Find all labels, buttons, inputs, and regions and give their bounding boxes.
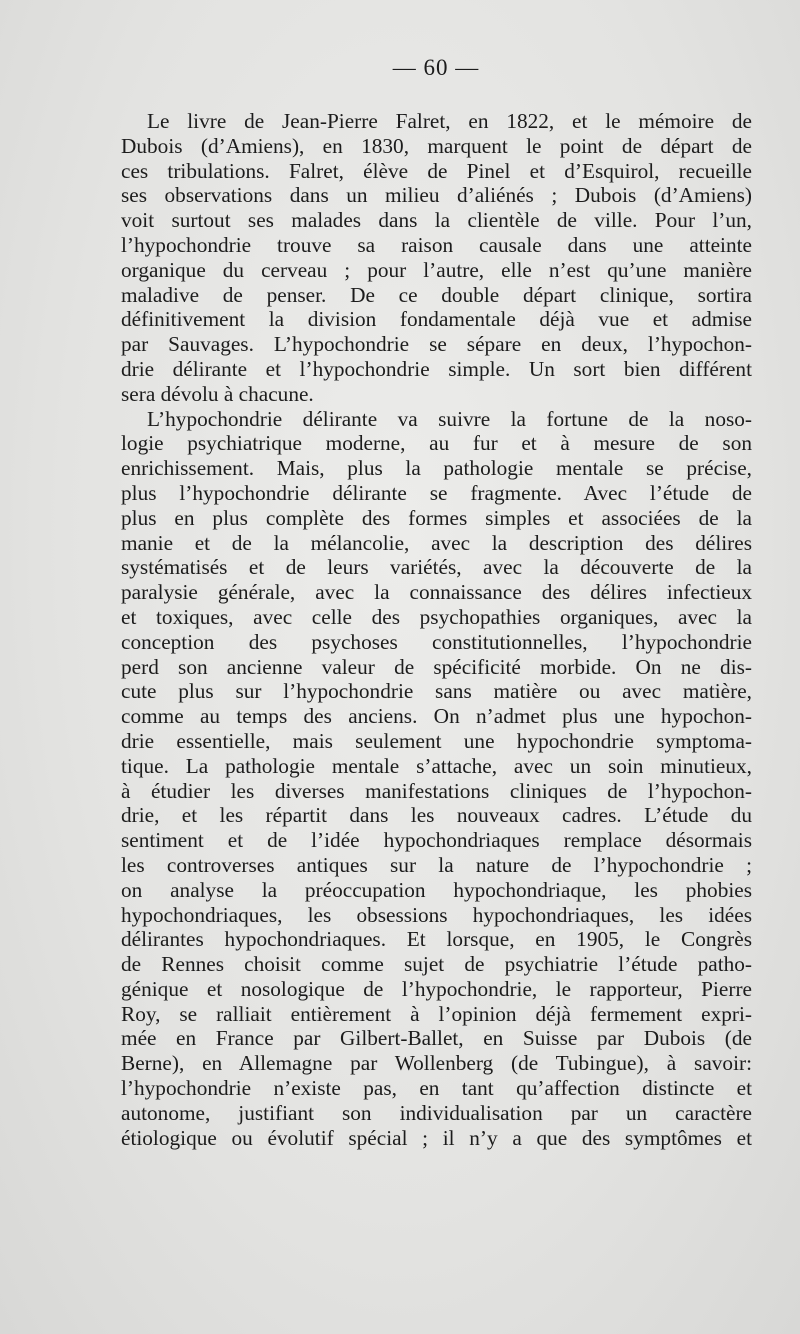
- text-line: manie et de la mélancolie, avec la description des délires: [121, 530, 752, 555]
- text-line: l’hypochondrie trouve sa raison causale dans une atteinte: [121, 232, 752, 257]
- text-line: ces tribulations. Falret, élève de Pinel et d’Esquirol, recueille: [121, 158, 752, 183]
- text-line: voit surtout ses malades dans la clientèle de ville. Pour l’un,: [121, 208, 752, 233]
- text-line: génique et nosologique de l’hypochondrie, le rapporteur, Pierre: [121, 976, 752, 1001]
- text-line: définitivement la division fondamentale déjà vue et admise: [121, 307, 752, 332]
- paragraph-1: [121, 109, 752, 407]
- text-line: drie essentielle, mais seulement une hypochondrie symptoma-: [121, 728, 752, 753]
- text-line: maladive de penser. De ce double départ clinique, sortira: [121, 282, 752, 307]
- text-line: conception des psychoses constitutionnelles, l’hypochondrie: [121, 629, 752, 654]
- text-line: plus en plus complète des formes simples et associées de la: [121, 505, 752, 530]
- text-line: de Rennes choisit comme sujet de psychiatrie l’étude patho-: [121, 952, 752, 977]
- text-line: systématisés et de leurs variétés, avec la découverte de la: [121, 555, 752, 580]
- text-line: on analyse la préoccupation hypochondriaque, les phobies: [121, 877, 752, 902]
- text-line: les controverses antiques sur la nature de l’hypochondrie ;: [121, 852, 752, 877]
- text-line: Le livre de Jean-Pierre Falret, en 1822, et le mémoire de: [147, 109, 752, 133]
- text-line: délirantes hypochondriaques. Et lorsque, en 1905, le Congrès: [121, 927, 752, 952]
- text-line: cute plus sur l’hypochondrie sans matière ou avec matière,: [121, 679, 752, 704]
- text-line: et toxiques, avec celle des psychopathies organiques, avec la: [121, 604, 752, 629]
- text-line: l’hypochondrie n’existe pas, en tant qu’affection distincte et: [121, 1076, 752, 1101]
- text-line: Roy, se ralliait entièrement à l’opinion déjà fermement expri-: [121, 1001, 752, 1026]
- text-line: tique. La pathologie mentale s’attache, avec un soin minutieux,: [121, 753, 752, 778]
- text-line: par Sauvages. L’hypochondrie se sépare en deux, l’hypochon-: [121, 332, 752, 357]
- text-line: logie psychiatrique moderne, au fur et à mesure de son: [121, 431, 752, 456]
- text-line: ses observations dans un milieu d’aliénés ; Dubois (d’Amiens): [121, 183, 752, 208]
- text-line: sentiment et de l’idée hypochondriaques remplace désormais: [121, 828, 752, 853]
- paragraph-2: [121, 407, 752, 1151]
- text-line: sera dévolu à chacune.: [121, 381, 314, 406]
- text-line: Dubois (d’Amiens), en 1830, marquent le point de départ de: [121, 133, 752, 158]
- text-line: L’hypochondrie délirante va suivre la fortune de la noso-: [147, 406, 752, 431]
- text-line: organique du cerveau ; pour l’autre, elle n’est qu’une manière: [121, 257, 752, 282]
- text-line: étiologique ou évolutif spécial ; il n’y a que des symptômes et: [121, 1125, 752, 1150]
- text-line: comme au temps des anciens. On n’admet plus une hypochon-: [121, 704, 752, 729]
- text-line: à étudier les diverses manifestations cliniques de l’hypochon-: [121, 778, 752, 803]
- text-line: paralysie générale, avec la connaissance des délires infectieux: [121, 580, 752, 605]
- text-line: Berne), en Allemagne par Wollenberg (de Tubingue), à savoir:: [121, 1051, 752, 1076]
- text-line: drie, et les répartit dans les nouveaux cadres. L’étude du: [121, 803, 752, 828]
- page-number: — 60 —: [392, 55, 480, 80]
- text-line: mée en France par Gilbert-Ballet, en Suisse par Dubois (de: [121, 1026, 752, 1051]
- text-line: autonome, justifiant son individualisation par un caractère: [121, 1100, 752, 1125]
- text-line: enrichissement. Mais, plus la pathologie mentale se précise,: [121, 456, 752, 481]
- text-line: hypochondriaques, les obsessions hypochondriaques, les idées: [121, 902, 752, 927]
- body-text: [121, 109, 752, 1150]
- text-line: drie délirante et l’hypochondrie simple. Un sort bien différent: [121, 356, 752, 381]
- text-line: plus l’hypochondrie délirante se fragmente. Avec l’étude de: [121, 480, 752, 505]
- text-line: perd son ancienne valeur de spécificité morbide. On ne dis-: [121, 654, 752, 679]
